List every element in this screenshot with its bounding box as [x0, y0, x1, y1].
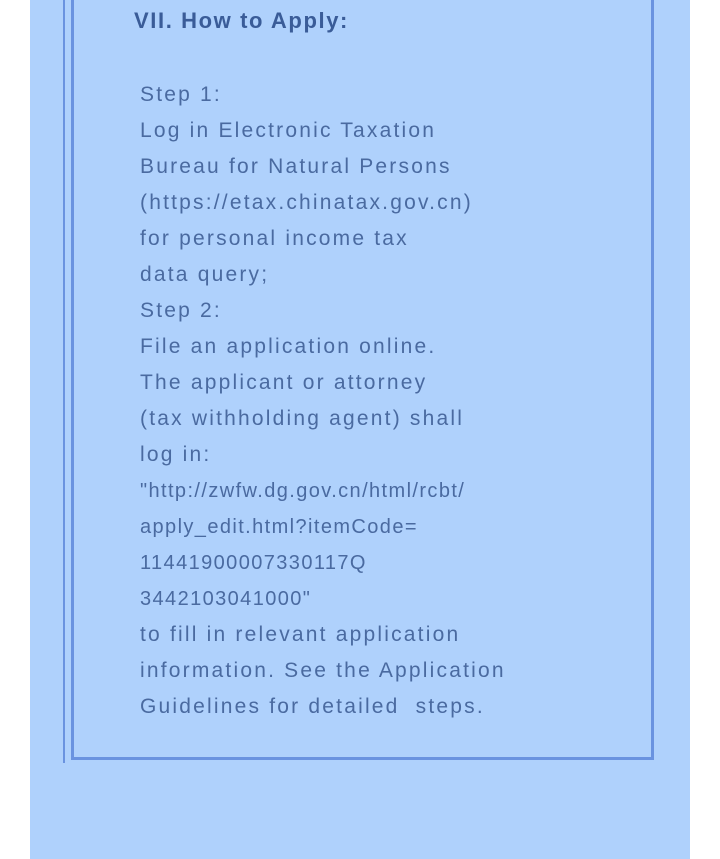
step-2-text-line: to fill in relevant application	[140, 623, 461, 646]
step-2-text-line: The applicant or attorney	[140, 371, 428, 394]
etax-url-text: (https://etax.chinatax.gov.cn)	[140, 191, 473, 214]
application-steps	[140, 77, 640, 725]
step-2-text-line: Guidelines for detailed steps.	[140, 695, 485, 718]
application-url-text: "http://zwfw.dg.gov.cn/html/rcbt/	[140, 480, 466, 502]
decorative-left-rule	[63, 0, 65, 763]
step-2-label: Step 2:	[140, 299, 222, 322]
step-1-text-line: Log in Electronic Taxation	[140, 119, 437, 142]
application-url-text: apply_edit.html?itemCode=	[140, 516, 418, 538]
application-url-text: 11441900007330117Q	[140, 552, 367, 574]
step-2-text-line: (tax withholding agent) shall	[140, 407, 465, 430]
step-2-text-line: log in:	[140, 443, 212, 466]
step-2-text-line: File an application online.	[140, 335, 437, 358]
application-url-text: 3442103041000"	[140, 588, 312, 610]
step-2-text-line: information. See the Application	[140, 659, 506, 682]
step-1-text-line: data query;	[140, 263, 270, 286]
step-1-label: Step 1:	[140, 83, 222, 106]
step-1-text-line: for personal income tax	[140, 227, 409, 250]
section-heading: VII. How to Apply:	[134, 8, 349, 33]
step-1-text-line: Bureau for Natural Persons	[140, 155, 452, 178]
